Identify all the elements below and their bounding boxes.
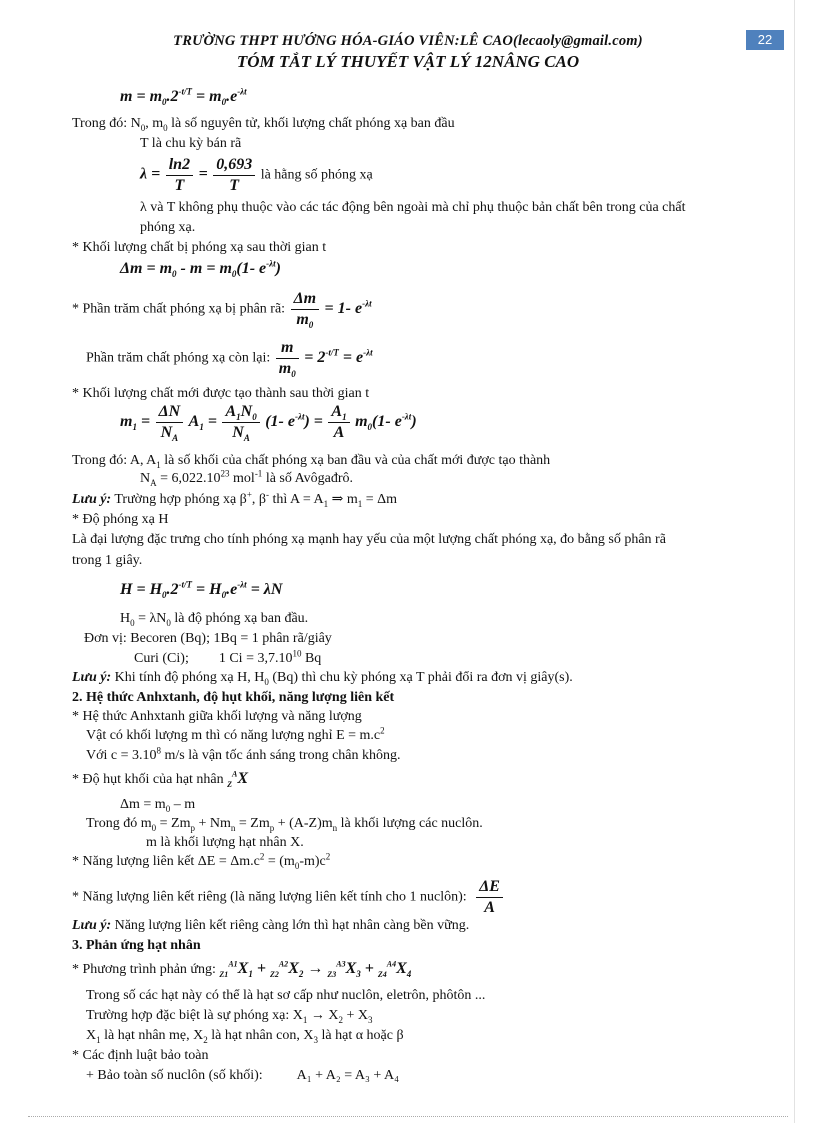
text-line: λ và T không phụ thuộc vào các tác động bên ngoài mà chỉ phụ thuộc bản chất bên trong của chất — [140, 200, 686, 215]
note-line: Lưu ý: Trường hợp phóng xạ β+, β- thì $A = A_1$ ⇒ $m_1 = \Delta m$ — [72, 489, 398, 509]
decayed-mass-formula: $\Delta m = m_0 - m = m_0(1-$ $e^{-\lambda t}$) — [120, 258, 281, 280]
section-heading: 3. Phản ứng hạt nhân — [72, 938, 201, 953]
text-line: Trong đó: $N_0$, $m_0$ là số nguyên tử, khối lượng chất phóng xạ ban đầu — [72, 116, 455, 133]
avogadro-line: $N_A = 6,022.10^{23}$ mol$^{-1}$ là số Avôgađrô. — [140, 468, 354, 488]
binding-energy-per-nucleon-line: * Năng lượng liên kết riêng (là năng lượng liên kết tính cho 1 nuclôn): $\frac{\Delta E}{A}$ — [72, 878, 505, 917]
text-line: Curi (Ci); 1 $Ci = 3,7.10^{10}$ Bq — [134, 648, 322, 666]
section-heading: 2. Hệ thức Anhxtanh, độ hụt khối, năng lượng liên kết — [72, 690, 395, 705]
text-line: * Khối lượng chất mới được tạo thành sau thời gian t — [72, 386, 370, 401]
text-line: Trường hợp đặc biệt là sự phóng xạ: $X_1 \to X_2 + X_3$ — [86, 1008, 373, 1025]
text-line: m là khối lượng hạt nhân X. — [146, 835, 304, 850]
decay-constant-formula: λ = $\frac{\ln 2}{T}$ = $\frac{0,693}{T}$ là hằng số phóng xạ — [140, 156, 373, 194]
reaction-equation-line: * Phương trình phản ứng: $_{Z1}^{A1}X_1 + _{Z2}^{A2}X_2 \to _{Z3}^{A3}X_3 + _{Z4}^{A4}X_4$ — [72, 959, 412, 980]
text-line: Trong đó $m_0 = Zm_p + Nm_n = Zm_p + (A-Z)m_n$ là khối lượng các nuclôn. — [86, 816, 483, 833]
footer-dotted-line — [28, 1116, 788, 1117]
note-line: Lưu ý: Năng lượng liên kết riêng càng lớn thì hạt nhân càng bền vững. — [72, 918, 470, 933]
page-border-line — [794, 0, 795, 1123]
decayed-percent-formula: * Phần trăm chất phóng xạ bị phân rã: $\frac{\Delta m}{m_0}$ = 1- $e^{-\lambda t}$ — [72, 290, 372, 331]
text-line: * Năng lượng liên kết $\Delta E = \Delta m.c^2 = (m_0-m)c^2$ — [72, 851, 331, 871]
text-line: T là chu kỳ bán rã — [140, 136, 242, 151]
text-line: $X_1$ là hạt nhân mẹ, $X_2$ là hạt nhân con, $X_3$ là hạt α hoặc β — [86, 1028, 404, 1045]
document-header: TRƯỜNG THPT HƯỚNG HÓA-GIÁO VIÊN:LÊ CAO(lecaoly@gmail.com) — [173, 33, 643, 49]
text-line: * Các định luật bảo toàn — [72, 1048, 209, 1063]
text-line: + Bảo toàn số nuclôn (số khối): A₁ + A₂ = A₃ + A₄ — [86, 1068, 399, 1083]
note-line: Lưu ý: Khi tính độ phóng xạ H, $H_0$ (Bq) thì chu kỳ phóng xạ T phải đổi ra đơn vị giây(s). — [72, 670, 573, 687]
text-line: * Độ phóng xạ H — [72, 512, 169, 527]
text-line: Với $c = 3.10^8$ m/s là vận tốc ánh sáng trong chân không. — [86, 745, 401, 763]
text-line: * Độ hụt khối của hạt nhân $_Z^A$X — [72, 769, 249, 790]
text-line: Trong số các hạt này có thể là hạt sơ cấp như nuclôn, eletrôn, phôtôn ... — [86, 988, 486, 1003]
text-line: * Hệ thức Anhxtanh giữa khối lượng và năng lượng — [72, 709, 362, 724]
activity-formula: $H = H_0.2^{-t/T} = H_0.e^{-\lambda t} = \lambda N$ — [120, 579, 283, 601]
remaining-percent-formula: Phần trăm chất phóng xạ còn lại: $\frac{m}{m_0}$ = $2^{-t/T} = e^{-\lambda t}$ — [86, 339, 373, 380]
document-title: TÓM TẮT LÝ THUYẾT VẬT LÝ 12NÂNG CAO — [236, 52, 580, 71]
mass-decay-formula: $m = m_0.2^{-t/T} = m_0.e^{-\lambda t}$ — [120, 86, 247, 108]
text-line: trong 1 giây. — [72, 553, 143, 568]
text-line: $H_0 = \lambda N_0$ là độ phóng xạ ban đầu. — [120, 611, 309, 628]
new-mass-formula: $m_1$ = $\frac{\Delta N}{N_A}$ $A_1$ = $\frac{A_1N_0}{N_A}$ (1- $e^{-\lambda t}$) = $\frac{A_1}{A}$ $m_0(1-$ $e^{-\lambda t}$) — [120, 403, 417, 444]
text-line: $\Delta m = m_0 - m$ — [120, 797, 196, 814]
page-number: 22 — [746, 30, 784, 50]
text-line: Trong đó: A, $A_1$ là số khối của chất phóng xạ ban đầu và của chất mới được tạo thành — [72, 453, 551, 470]
text-line: Vật có khối lượng m thì có năng lượng nghỉ $E = m.c^2$ — [86, 725, 385, 743]
text-line: * Khối lượng chất bị phóng xạ sau thời gian t — [72, 240, 327, 255]
text-line: Là đại lượng đặc trưng cho tính phóng xạ mạnh hay yếu của một lượng chất phóng xạ, đo bằng số phân rã — [72, 532, 666, 547]
text-line: phóng xạ. — [140, 220, 196, 235]
text-line: Đơn vị: Becoren (Bq); 1Bq = 1 phân rã/giây — [84, 631, 332, 646]
